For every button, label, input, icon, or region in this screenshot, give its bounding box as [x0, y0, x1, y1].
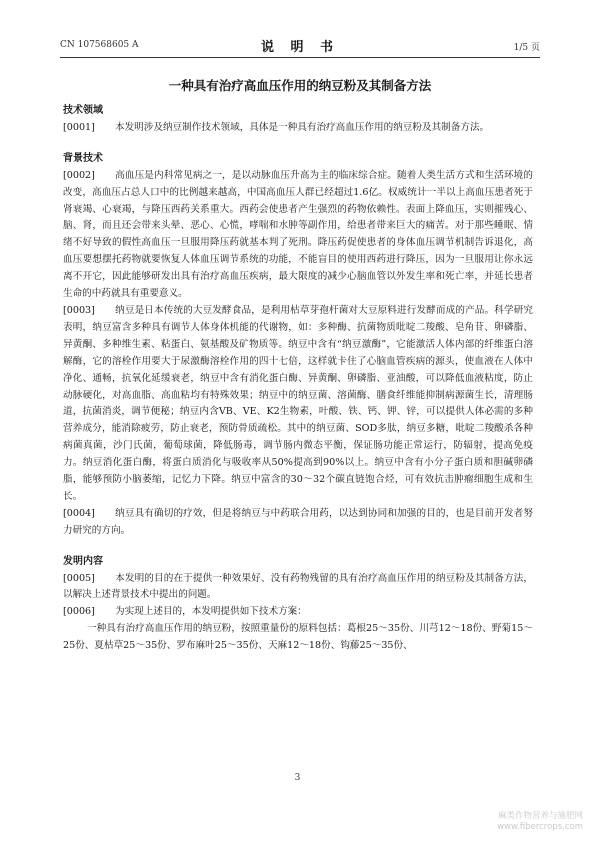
paragraph-0003	[63, 303, 533, 506]
paragraph-text: 高血压是内科常见病之一，是以动脉血压升高为主的临床综合症。随着人类生活方式和生活环境的改变，高血压占总人口中的比例越来越高，中国高血压人群已经超过1.6亿。权威统计一半以上高血压患者死于肾衰竭、心衰竭，与降压西药关系重大。西药会使患者产生强烈的药物依赖性。表面上降血压，实则摧残心、脑、肾，而且还会带来头晕、恶心、心慌，哮喘和水肿等副作用，给患者带来巨大的痛苦。对于那些睡眠、情绪不好导致的假性高血压一旦服用降压药就基本判了死刑。降压药促使患者的身体血压调节机制告诉退化，高血压要想摆托药物就要恢复人体血压调节系统的功能，不能盲目的使用西药进行降压，因为一旦服用让你永远离不开它，因此能够研发出具有治疗高血压疾病，最大限度的减少心脑血管以外发生率和死亡率，并延长患者生命的中药就具有重要意义。	[63, 169, 533, 300]
paragraph-number: [0004]	[63, 507, 95, 519]
page-header	[60, 36, 540, 54]
watermark-site-name: 麻类作物营养与施肥网	[497, 811, 583, 821]
paragraph-number: [0006]	[63, 606, 95, 618]
section-heading-background: 背景技术	[63, 152, 103, 164]
paragraph-number: [0001]	[63, 121, 95, 133]
paragraph-0001	[63, 120, 533, 137]
paragraph-text: 纳豆是日本传统的大豆发酵食品，是利用枯草芽孢杆菌对大豆原料进行发酵而成的产品。科学研究表明，纳豆富含多种具有调节人体身体机能的代谢物，如：多种酶、抗菌物质吡啶二羧酸、皂角苷、卵磷脂、异黄酮、多种维生素、粘蛋白、氨基酸及矿物质等。纳豆中含有“纳豆激酶”，它能激活人体内部的纤维蛋白溶解酶，它的溶栓作用要大于尿激酶溶栓作用的四十七倍，这样就卡住了心脑血管疾病的源头，使血液在人体中净化、通畅，抗氧化延缓衰老，纳豆中含有消化蛋白酶、异黄酮、卵磷脂、亚油酸，可以降低血液粘度，防止动脉硬化，对高血脂、高血粘均有特殊效果；纳豆中的纳豆菌、溶菌酶、膳食纤维能抑制病源菌生长，清理肠道，抗菌消炎，调节便秘；纳豆内含VB、VE、K2生物素，叶酸、铁、钙、钾、锌，可以提供人体必需的多种营养成分，能消除疲劳，防止衰老，预防骨质疏松。其中的纳豆菌、SOD多肽，纳豆多糖，吡啶二羧酸杀各种病菌真菌，沙门氏菌，葡萄球菌，降低肠毒，调节肠内微态平衡，保证肠功能正常运行，防辐射，提高免疫力。纳豆消化蛋白酶，将蛋白质消化与吸收率从50%提高到90%以上。纳豆中含有小分子蛋白质和胆碱卵磷脂，能够预防小脑萎缩，记忆力下降。纳豆中富含的30～32个碳直链饱合烃，可有效抗击肿瘤细胞生成和生长。	[63, 304, 533, 502]
section-heading-invention: 发明内容	[63, 555, 103, 567]
paragraph-0004	[63, 506, 533, 540]
page-indicator: 1/5 页	[513, 43, 540, 53]
paragraph-0002	[63, 168, 533, 303]
watermark-url: www.fibercrops.com	[497, 822, 583, 832]
paragraph-number: [0002]	[63, 169, 95, 181]
paragraph-text: 本发明涉及纳豆制作技术领域，具体是一种具有治疗高血压作用的纳豆粉及其制备方法。	[115, 121, 490, 133]
paragraph-0006-continuation: 一种具有治疗高血压作用的纳豆粉，按照重量份的原料包括：葛根25～35份、川芎12～18份、野菊15～25份、夏枯草25～35份、罗布麻叶25～35份、天麻12～18份、钩藤25～35份、	[63, 623, 533, 652]
paragraph-text: 纳豆具有确切的疗效，但是将纳豆与中药联合用药，以达到协同和加强的目的，也是目前开发者努力研究的方向。	[63, 507, 533, 536]
header-divider	[60, 57, 540, 58]
page-number: 3	[294, 773, 301, 783]
document-body	[63, 103, 533, 655]
patent-title: 一种具有治疗高血压作用的纳豆粉及其制备方法	[168, 78, 432, 93]
paragraph-0006	[63, 604, 533, 621]
paragraph-text: 为实现上述目的，本发明提供如下技术方案：	[115, 606, 307, 618]
paragraph-number: [0005]	[63, 572, 95, 584]
paragraph-0005	[63, 571, 533, 605]
site-watermark	[497, 811, 583, 833]
publication-number: CN 107568605 A	[60, 40, 139, 50]
paragraph-number: [0003]	[63, 304, 95, 316]
section-heading-tech-field: 技术领域	[63, 105, 103, 116]
document-type-title: 说 明 书	[260, 40, 340, 55]
paragraph-text: 本发明的目的在于提供一种效果好、没有药物残留的具有治疗高血压作用的纳豆粉及其制备方法，以解决上述背景技术中提出的问题。	[63, 572, 533, 601]
